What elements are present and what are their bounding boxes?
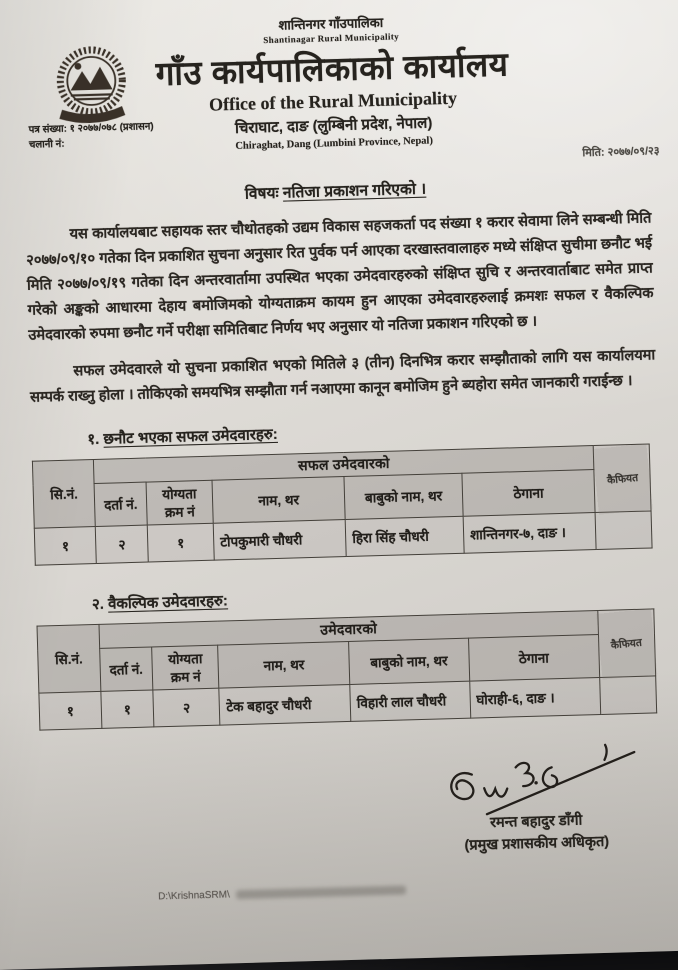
cell-remarks	[599, 676, 656, 715]
col-header-merit-no: योग्यता क्रम नं	[146, 480, 213, 525]
col-header-address: ठेगाना	[468, 634, 599, 681]
body-paragraph-1: यस कार्यालयबाट सहायक स्तर चौथोतहको उद्यम विकास सहजकर्ता पद संख्या १ करार सेवामा लिने सम्बन्धी मिति २०७७/०९/१० गतेका दिन प्रकाशित सुचना अनुसार रित पुर्वक पर्न आएका दरखास्तवालाहरु मध्ये संक्षिप्त सुचीमा छनौट भई मिति २०७७/०९/१९ गतेका दिन अन्तरवार्तामा उपस्थित भएका उमेदवारहरुको संक्षिप्त सुचि र अन्तरवार्ताबाट समेत प्राप्त गरेको अङ्कको आधारमा देहाय बमोजिमको योग्यताक्रम कायम हुन आएका उमेदवारहरुलाई क्रमशः सफल र वैकल्पिक उमेदवारको रुपमा छनौट गर्ने परीक्षा समितिबाट निर्णय भए अनुसार यो नतिजा प्रकाशन गरिएको छ ।	[26, 210, 654, 344]
footer-file-path	[158, 884, 406, 902]
cell-sn: १	[34, 526, 96, 565]
section-number: १.	[87, 430, 100, 449]
cell-father-name: हिरा सिंह चौधरी	[345, 516, 464, 556]
cell-remarks	[595, 511, 652, 550]
col-header-group: सफल उमेदवारको	[94, 446, 594, 484]
cell-merit-no: २	[153, 688, 220, 727]
signatory-name: रमन्त बहादुर डाँगी	[489, 812, 583, 832]
section-title: वैकल्पिक उमेदवारहरु:	[107, 592, 229, 613]
col-header-group: उमेदवारको	[99, 611, 598, 649]
col-header-sn: सि.नं.	[32, 460, 95, 529]
cell-reg-no: २	[96, 525, 149, 563]
col-header-remarks: कैफियत	[595, 607, 657, 679]
successful-candidates-table	[32, 443, 653, 565]
cell-sn: १	[39, 691, 102, 730]
cell-address: घोराही-६, दाङ ।	[469, 677, 600, 718]
cell-reg-no: १	[101, 690, 154, 728]
cell-name: टेक बहादुर चौधरी	[219, 684, 351, 725]
municipality-name-english: Shantinagar Rural Municipality	[263, 31, 400, 46]
col-header-reg-no: दर्ता नं.	[100, 647, 153, 691]
section-title: छनौट भएका सफल उमेदवारहरु:	[103, 425, 278, 448]
letter-date: मिति: २०७७/०९/२३	[582, 145, 660, 160]
alternate-candidates-table	[37, 608, 658, 730]
signatory-title: (प्रमुख प्रशासकीय अधिकृत)	[464, 833, 610, 854]
cell-father-name: विहारी लाल चौधरी	[350, 681, 471, 721]
subject-text: नतिजा प्रकाशन गरिएको ।	[282, 180, 427, 202]
subject-line	[0, 170, 675, 211]
ref-number: पत्र संख्या: १ २०७७/०७८ (प्रशासन)	[28, 121, 154, 136]
illegible-footer-smudge	[236, 885, 406, 899]
col-header-remarks: कैफियत	[591, 442, 653, 514]
col-header-reg-no: दर्ता नं.	[94, 482, 147, 526]
col-header-father-name: बाबुको नाम, थर	[344, 473, 463, 519]
col-header-address: ठेगाना	[462, 470, 595, 517]
municipality-name-nepali: शान्तिनगर गाँउपालिका	[278, 14, 384, 33]
col-header-name: नाम, थर	[218, 641, 350, 688]
cell-merit-no: १	[147, 523, 214, 562]
office-title-english: Office of the Rural Municipality	[208, 87, 458, 115]
chalani-number: चलानी नं:	[28, 138, 65, 151]
signature-block	[394, 739, 677, 857]
letter-meta	[28, 119, 154, 152]
file-path-text: D:\KrishnaSRM\	[157, 889, 230, 903]
office-title-nepali: गाँउ कार्यपालिकाको कार्यालय	[155, 45, 509, 93]
body-paragraph-2: सफल उमेदवारले यो सुचना प्रकाशित भएको मितिले ३ (तीन) दिनभित्र करार सम्झौताको लागि यस कार्यालयमा सम्पर्क राख्नु होला । तोकिएको समयभित्र सम्झौता गर्न नआएमा कानून बमोजिम हुने ब्यहोरा समेत जानकारी गराईन्छ ।	[29, 347, 656, 406]
col-header-sn: सि.नं.	[37, 624, 101, 693]
subject-label: विषयः	[244, 184, 279, 203]
col-header-father-name: बाबुको नाम, थर	[349, 638, 470, 684]
section-heading-alternate	[92, 578, 678, 615]
col-header-merit-no: योग्यता क्रम नं	[152, 645, 220, 690]
cell-address: शान्तिनगर-७, दाङ ।	[463, 513, 596, 554]
address-english: Chiraghat, Dang (Lumbini Province, Nepal)	[235, 135, 434, 152]
address-nepali: चिराघाट, दाङ (लुम्बिनी प्रदेश, नेपाल)	[234, 114, 433, 137]
section-heading-successful	[87, 413, 678, 450]
section-number: २.	[91, 595, 105, 614]
col-header-name: नाम, थर	[212, 477, 345, 524]
cell-name: टोपकुमारी चौधरी	[213, 520, 346, 561]
